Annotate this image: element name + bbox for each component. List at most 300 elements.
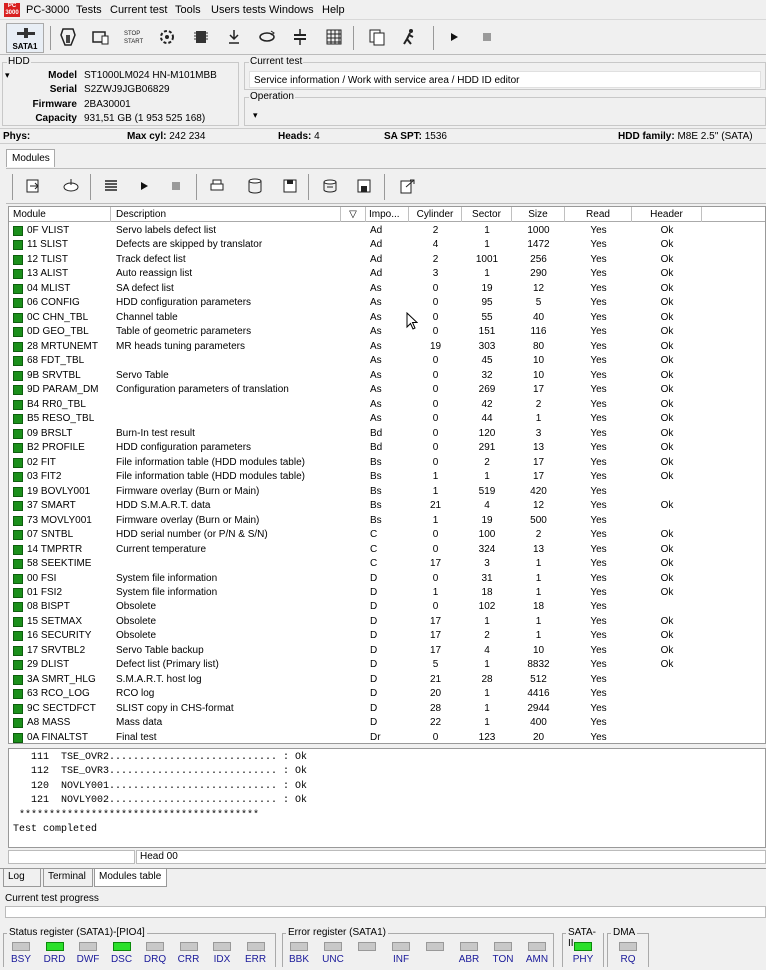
module-description: Current temperature <box>116 543 207 555</box>
module-size: 2 <box>535 398 542 410</box>
table-row[interactable] <box>9 572 766 587</box>
table-row[interactable] <box>9 514 766 529</box>
module-importance: Bs <box>370 485 382 497</box>
module-status-icon <box>13 516 23 526</box>
led-light-icon <box>494 942 512 951</box>
table-row[interactable] <box>9 600 766 615</box>
chip-icon[interactable] <box>189 25 213 49</box>
module-size: 512 <box>530 673 547 685</box>
table-row[interactable] <box>9 441 766 456</box>
module-header: Ok <box>660 572 674 584</box>
run-icon[interactable] <box>133 175 155 197</box>
led-label: TON <box>492 954 514 965</box>
module-description: S.M.A.R.T. host log <box>116 673 202 685</box>
table-row[interactable] <box>9 238 766 253</box>
save-all-icon[interactable] <box>353 175 375 197</box>
module-cylinder: 0 <box>432 355 439 367</box>
module-cylinder: 2 <box>432 253 439 265</box>
menu-tests[interactable]: Tests <box>76 4 102 16</box>
module-size: 10 <box>532 369 545 381</box>
table-row[interactable] <box>9 658 766 673</box>
module-importance: As <box>370 340 382 352</box>
module-header: Ok <box>660 326 674 338</box>
module-description: Table of geometric parameters <box>116 326 252 338</box>
led-light-icon <box>12 942 30 951</box>
play-icon[interactable] <box>442 25 466 49</box>
led-light-icon <box>213 942 231 951</box>
module-read: Yes <box>590 225 607 236</box>
module-cylinder: 19 <box>429 340 442 352</box>
module-header: Ok <box>660 471 674 483</box>
module-read: Yes <box>590 688 607 700</box>
module-status-icon <box>13 327 23 337</box>
module-header: Ok <box>660 427 674 439</box>
module-header: Ok <box>660 340 674 352</box>
module-sector: 1001 <box>475 253 499 265</box>
list-icon[interactable] <box>100 175 122 197</box>
module-cylinder: 0 <box>432 282 439 294</box>
app-logo-icon: PC 3000 <box>5 3 19 16</box>
led-label: IDX <box>213 954 231 965</box>
save-icon[interactable] <box>279 175 301 197</box>
module-status-icon <box>13 602 23 612</box>
module-size: 3 <box>535 427 542 439</box>
table-row[interactable] <box>9 383 766 398</box>
module-size: 1 <box>535 558 542 570</box>
load-icon[interactable] <box>319 175 341 197</box>
table-row[interactable] <box>9 354 766 369</box>
module-importance: D <box>370 630 378 642</box>
module-size: 5 <box>535 297 542 309</box>
led-light-icon <box>324 942 342 951</box>
module-cylinder: 0 <box>432 398 439 410</box>
module-id: 19 BOVLY001 <box>27 485 91 497</box>
module-description: SLIST copy in CHS-format <box>116 702 234 714</box>
module-importance: Dr <box>370 731 381 743</box>
module-size: 13 <box>532 442 545 454</box>
module-read: Yes <box>590 558 607 570</box>
module-header: Ok <box>660 659 674 671</box>
table-row[interactable] <box>9 311 766 326</box>
table-row[interactable] <box>9 456 766 471</box>
module-read: Yes <box>590 587 607 598</box>
module-status-icon <box>13 429 23 439</box>
module-header: Ok <box>660 384 674 396</box>
module-sector: 324 <box>478 543 496 555</box>
database-icon[interactable] <box>244 175 266 197</box>
module-read: Yes <box>590 572 607 584</box>
module-header: Ok <box>660 558 674 570</box>
module-read: Yes <box>590 326 607 338</box>
module-read: Yes <box>590 644 607 656</box>
menu-tools[interactable]: Tools <box>175 4 201 16</box>
module-size: 17 <box>532 471 545 483</box>
module-cylinder: 0 <box>432 442 439 454</box>
module-sector: 44 <box>481 413 493 425</box>
module-status-icon <box>13 443 23 453</box>
module-sector: 1 <box>484 225 490 236</box>
module-importance: Bs <box>370 456 382 468</box>
module-header: Ok <box>660 225 674 236</box>
terminal-line: 120 NOVLY001............................ : Ok <box>13 780 308 792</box>
module-sector: 31 <box>481 572 493 584</box>
led-drd <box>42 942 68 965</box>
led-amn <box>524 942 550 965</box>
menu-pc3000[interactable]: PC-3000 <box>26 4 70 16</box>
module-sector: 1 <box>484 688 490 700</box>
module-cylinder: 1 <box>432 485 439 497</box>
filter-icon: ▽ <box>349 209 357 220</box>
menu-windows[interactable]: Windows <box>269 4 314 16</box>
module-importance: C <box>370 543 378 555</box>
module-status-icon <box>13 501 23 511</box>
table-row[interactable] <box>9 731 766 744</box>
main-toolbar <box>0 21 766 55</box>
module-description: Auto reassign list <box>116 268 193 280</box>
module-size: 420 <box>530 485 547 497</box>
module-description: Firmware overlay (Burn or Main) <box>116 485 260 497</box>
table-row[interactable] <box>9 543 766 558</box>
led-label: ABR <box>458 954 480 965</box>
module-sector: 55 <box>481 311 493 323</box>
operation-dropdown-icon[interactable]: ▾ <box>253 110 258 120</box>
mouse-cursor-icon <box>406 312 418 330</box>
col-read[interactable]: Read <box>565 207 632 222</box>
module-read: Yes <box>590 398 607 410</box>
tab-log[interactable]: Log <box>3 869 41 887</box>
module-size: 12 <box>532 500 545 512</box>
module-size: 1 <box>535 587 542 598</box>
led-light-icon <box>180 942 198 951</box>
table-row[interactable] <box>9 557 766 572</box>
table-row[interactable] <box>9 528 766 543</box>
maxcyl-label: Max cyl: <box>127 131 167 142</box>
module-status-icon <box>13 414 23 424</box>
power-icon[interactable] <box>222 25 246 49</box>
table-row[interactable] <box>9 224 766 239</box>
module-cylinder: 17 <box>429 558 442 570</box>
table-row[interactable] <box>9 687 766 702</box>
table-row[interactable] <box>9 253 766 268</box>
module-importance: As <box>370 282 382 294</box>
module-cylinder: 21 <box>429 500 442 512</box>
module-id: 0C CHN_TBL <box>27 311 89 323</box>
led-light-icon <box>528 942 546 951</box>
stop-icon[interactable] <box>475 25 499 49</box>
led-label: DSC <box>110 954 133 965</box>
table-row[interactable] <box>9 716 766 731</box>
export-icon[interactable] <box>396 175 418 197</box>
module-header: Ok <box>660 355 674 367</box>
status-line <box>8 850 766 864</box>
module-cylinder: 0 <box>432 427 439 439</box>
module-cylinder: 0 <box>432 311 439 323</box>
module-status-icon <box>13 718 23 728</box>
module-status-icon <box>13 733 23 743</box>
table-row[interactable] <box>9 702 766 717</box>
table-row[interactable] <box>9 282 766 297</box>
module-read: Yes <box>590 702 607 714</box>
module-sector: 19 <box>481 282 493 294</box>
hdd-dropdown-icon[interactable]: ▾ <box>5 70 10 80</box>
col-description[interactable]: Description <box>111 207 341 222</box>
module-importance: D <box>370 601 378 613</box>
svg-text:STOP: STOP <box>124 31 141 37</box>
module-importance: D <box>370 572 378 584</box>
module-importance: As <box>370 355 382 367</box>
table-row[interactable] <box>9 369 766 384</box>
module-id: 02 FIT <box>27 456 56 468</box>
table-row[interactable] <box>9 296 766 311</box>
module-sector: 1 <box>484 659 490 671</box>
module-status-icon <box>13 458 23 468</box>
module-description: Obsolete <box>116 601 157 613</box>
module-read: Yes <box>590 355 607 367</box>
module-sector: 1 <box>484 471 490 483</box>
module-status-icon <box>13 385 23 395</box>
tab-terminal[interactable]: Terminal <box>43 869 93 887</box>
sata2-group <box>562 927 604 967</box>
table-row[interactable] <box>9 267 766 282</box>
module-sector: 269 <box>478 384 496 396</box>
module-id: 12 TLIST <box>27 253 68 265</box>
grid-icon[interactable] <box>322 25 346 49</box>
operation-group <box>244 91 766 126</box>
led-light-icon <box>46 942 64 951</box>
module-status-icon <box>13 675 23 685</box>
saspt-label: SA SPT: <box>384 131 422 142</box>
capacity-label: Capacity <box>35 113 77 124</box>
led-dwf <box>75 942 101 965</box>
module-header: Ok <box>660 456 674 468</box>
led-label: INF <box>392 954 410 965</box>
module-read: Yes <box>590 442 607 454</box>
copy-icon[interactable] <box>365 25 389 49</box>
maxcyl-value: 242 234 <box>169 131 206 142</box>
menu-help[interactable]: Help <box>322 4 345 16</box>
module-cylinder: 3 <box>432 268 439 280</box>
table-row[interactable] <box>9 673 766 688</box>
table-row[interactable] <box>9 499 766 514</box>
module-header: Ok <box>660 442 674 454</box>
module-size: 1 <box>535 615 542 627</box>
module-importance: As <box>370 311 382 323</box>
print-icon[interactable] <box>206 175 228 197</box>
module-sector: 291 <box>478 442 496 454</box>
module-status-icon <box>13 356 23 366</box>
table-row[interactable] <box>9 325 766 340</box>
led-phy <box>570 942 596 965</box>
led-light-icon <box>79 942 97 951</box>
module-size: 10 <box>532 644 545 656</box>
module-description: HDD serial number (or P/N & S/N) <box>116 529 268 541</box>
led-dsc <box>109 942 135 965</box>
module-description: SA defect list <box>116 282 174 294</box>
module-cylinder: 1 <box>432 514 439 526</box>
dma-group <box>607 927 649 967</box>
module-header: Ok <box>660 413 674 425</box>
phys-label: Phys: <box>3 131 31 142</box>
module-size: 1000 <box>527 225 550 236</box>
col-sector[interactable]: Sector <box>462 207 512 222</box>
module-header: Ok <box>660 587 674 598</box>
heads-value: 4 <box>314 131 320 142</box>
module-read: Yes <box>590 282 607 294</box>
table-row[interactable] <box>9 412 766 427</box>
module-description: File information table (HDD modules table) <box>116 456 305 468</box>
module-read: Yes <box>590 268 607 280</box>
module-id: A8 MASS <box>27 717 71 729</box>
module-cylinder: 0 <box>432 529 439 541</box>
model-value: ST1000LM024 HN-M101MBB <box>84 70 217 81</box>
table-row[interactable] <box>9 615 766 630</box>
module-description: MR heads tuning parameters <box>116 340 245 352</box>
module-id: 3A SMRT_HLG <box>27 673 96 685</box>
table-row[interactable] <box>9 485 766 500</box>
module-header: Ok <box>660 398 674 410</box>
module-cylinder: 0 <box>432 456 439 468</box>
module-cylinder: 4 <box>432 239 439 251</box>
led-label: BSY <box>10 954 31 965</box>
current-test-group <box>244 56 766 90</box>
module-id: 0F VLIST <box>27 225 70 236</box>
module-read: Yes <box>590 659 607 671</box>
module-id: 03 FIT2 <box>27 471 62 483</box>
error-register-group <box>282 927 554 967</box>
module-id: 63 RCO_LOG <box>27 688 90 700</box>
sata1-port-button[interactable] <box>6 23 44 53</box>
tab-modules[interactable]: Modules <box>6 149 55 167</box>
module-sector: 151 <box>478 326 496 338</box>
current-test-value: Service information / Work with service area / HDD ID editor <box>254 75 520 86</box>
col-header[interactable]: Header <box>632 207 702 222</box>
led-rq <box>615 942 641 965</box>
module-header: Ok <box>660 268 674 280</box>
test-tube-icon[interactable] <box>57 25 81 49</box>
module-header: Ok <box>660 630 674 642</box>
module-read: Yes <box>590 717 607 729</box>
led-label: DRD <box>43 954 66 965</box>
module-size: 20 <box>532 731 545 743</box>
head-indicator: Head 00 <box>136 850 766 864</box>
module-importance: Ad <box>370 268 383 280</box>
module-sector: 303 <box>478 340 496 352</box>
module-description: Obsolete <box>116 630 157 642</box>
drive-info-icon[interactable] <box>88 25 112 49</box>
gear-disk-icon[interactable] <box>155 25 179 49</box>
led-unused <box>422 942 448 954</box>
module-header: Ok <box>660 253 674 265</box>
status-register-group <box>3 927 276 967</box>
module-size: 17 <box>532 456 545 468</box>
test-progress-bar <box>5 906 766 918</box>
module-header: Ok <box>660 311 674 323</box>
module-sector: 3 <box>484 558 490 570</box>
disk-rotate-icon[interactable] <box>255 25 279 49</box>
stop-start-icon[interactable] <box>122 25 146 49</box>
module-id: 9C SECTDFCT <box>27 702 96 714</box>
col-importance[interactable]: Impo... <box>366 207 409 222</box>
module-id: 14 TMPRTR <box>27 543 83 555</box>
table-row[interactable] <box>9 427 766 442</box>
module-status-icon <box>13 342 23 352</box>
module-cylinder: 1 <box>432 587 439 598</box>
module-id: 73 MOVLY001 <box>27 514 92 526</box>
module-importance: As <box>370 369 382 381</box>
module-importance: Ad <box>370 253 383 265</box>
module-status-icon <box>13 313 23 323</box>
module-importance: D <box>370 587 378 598</box>
menu-users-tests[interactable]: Users tests <box>211 4 267 16</box>
module-id: 0A FINALTST <box>27 731 88 743</box>
module-id: B5 RESO_TBL <box>27 413 95 425</box>
led-label: DRQ <box>143 954 167 965</box>
table-row[interactable] <box>9 398 766 413</box>
module-description: System file information <box>116 587 218 598</box>
menu-bar <box>0 0 766 20</box>
module-read: Yes <box>590 340 607 352</box>
module-description: Configuration parameters of translation <box>116 384 289 396</box>
col-cylinder[interactable]: Cylinder <box>409 207 462 222</box>
table-row[interactable] <box>9 629 766 644</box>
led-light-icon <box>426 942 444 951</box>
module-id: 15 SETMAX <box>27 615 83 627</box>
read-module-icon[interactable] <box>22 175 44 197</box>
module-cylinder: 0 <box>432 601 439 613</box>
module-id: 04 MLIST <box>27 282 71 294</box>
module-id: 58 SEEKTIME <box>27 558 92 570</box>
module-size: 1 <box>535 413 542 425</box>
col-module[interactable]: Module <box>9 207 111 222</box>
module-importance: D <box>370 688 378 700</box>
module-id: 9D PARAM_DM <box>27 384 99 396</box>
module-status-icon <box>13 545 23 555</box>
module-sector: 19 <box>481 514 493 526</box>
dma-title: DMA <box>613 927 636 938</box>
menu-current-test[interactable]: Current test <box>110 4 168 16</box>
table-row[interactable] <box>9 586 766 601</box>
drive-stack-icon[interactable] <box>288 25 312 49</box>
table-row[interactable] <box>9 644 766 659</box>
col-size[interactable]: Size <box>512 207 565 222</box>
module-status-icon <box>13 646 23 656</box>
led-light-icon <box>574 942 592 951</box>
module-id: 08 BISPT <box>27 601 70 613</box>
module-sector: 1 <box>484 268 490 280</box>
module-id: 68 FDT_TBL <box>27 355 85 367</box>
capacity-value: 931,51 GB (1 953 525 168) <box>84 113 206 124</box>
svg-text:START: START <box>124 39 144 45</box>
led-bbk <box>286 942 312 965</box>
table-row[interactable] <box>9 340 766 355</box>
walk-icon[interactable] <box>397 25 421 49</box>
table-row[interactable] <box>9 470 766 485</box>
module-size: 1472 <box>527 239 550 251</box>
module-importance: D <box>370 644 378 656</box>
module-description: Servo Table <box>116 369 169 381</box>
module-id: B2 PROFILE <box>27 442 85 454</box>
write-module-icon[interactable] <box>60 175 82 197</box>
module-id: B4 RR0_TBL <box>27 398 86 410</box>
col-sort-filter[interactable] <box>341 207 366 222</box>
halt-icon[interactable] <box>165 175 187 197</box>
module-read: Yes <box>590 543 607 555</box>
module-read: Yes <box>590 369 607 381</box>
module-status-icon <box>13 269 23 279</box>
module-cylinder: 28 <box>429 702 442 714</box>
terminal-line: 111 TSE_OVR2............................ : Ok <box>13 752 308 763</box>
tab-modules-table[interactable]: Modules table <box>94 869 167 887</box>
